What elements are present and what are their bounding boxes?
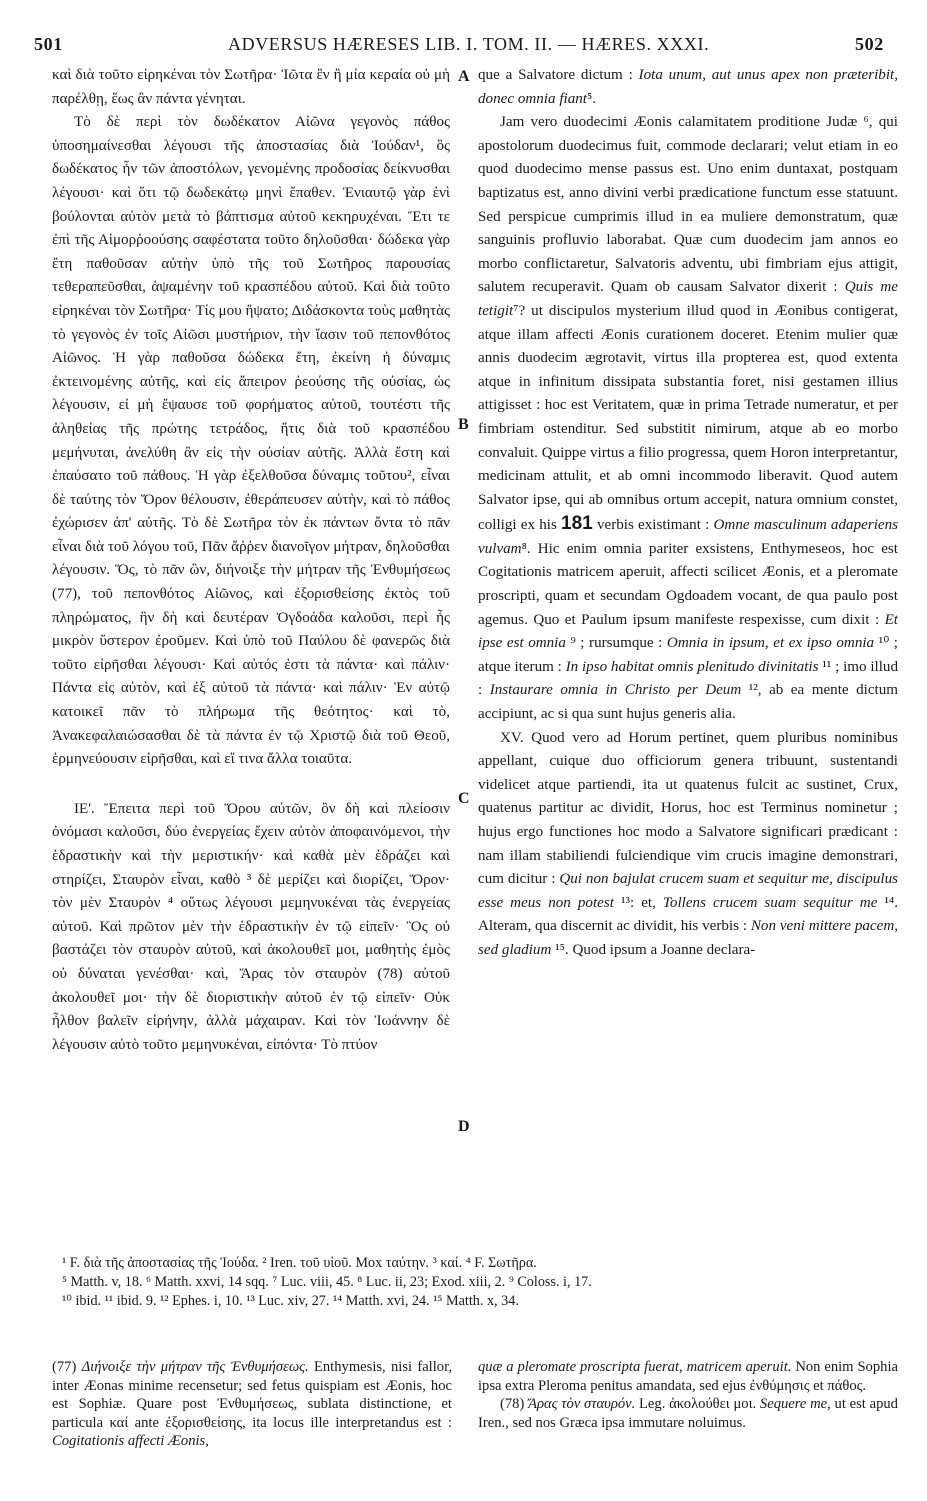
margin-marker-d: D	[458, 1118, 470, 1135]
latin-paragraph-2: Jam vero duodecimi Æonis calamitatem proditione Judæ ⁶, qui apostolorum duodecimus fuit, commode declarari; velut etiam in eo quod duodecimo mense passus est. Uno enim duntaxat, postquam baptizatus est, anno divini verbi prædicatione functum esse statuunt. Sed perspicue cumprimis illud in ea muliere demonstratum, quæ sanguinis profluvio laborabat. Quæ cum duodecim jam annos eo morbo conflictaretur, Salvatoris adventu, ubi fimbriam ejus attigit, salutem recuperavit. Quam ob causam Salvator dixerit : Quis me tetigit⁷? ut discipulos mysterium illud quod in Æonibus contigerat, atque illam affecti Æonis curationem doceret. Etenim mulier quæ annis duodecim ægrotavit, virtus illa propterea est, quod extenta atque in infinitum dissipata substantia foret, nisi gestamen illius attigisset : hoc est Veritatem, quæ in prima Tetrade numeratur, et per fimbriam ostenditur. Sed substitit nimirum, atque ab eo morbo convaluit. Quippe virtus a filio progressa, quem Horon interpretantur, medicinam attulit, et ab omni incommodo liberavit. Quod autem Salvator ipse, qui ab omnibus ortum accepit, natura omnium constet, colligi ex his 181 verbis existimant : Omne masculinum adaperiens vulvam⁸. Hic enim omnia pariter exsistens, Enthymeseos, hoc est Cogitationis matricem aperuit, affecti scilicet Æonis, et a pleromate proscripti, quam et secundam Ogdoadem vocant, de qua paulo post agemus. Quo et Paulum ipsum manifeste respexisse, cum dixit : Et ipse est omnia ⁹ ; rursumque : Omnia in ipsum, et ex ipso omnia ¹⁰ ; atque iterum : In ipso habitat omnis plenitudo divinitatis ¹¹ ; imo illud : Instaurare omnia in Christo per Deum ¹², ab ea mente dictum accipiunt, ac si qua sunt hujus generis alia.	[478, 114, 899, 723]
page-number-left: 501	[34, 34, 63, 54]
latin-text-column	[478, 64, 898, 963]
running-header	[0, 0, 927, 58]
page-number-right: 502	[855, 34, 884, 54]
editor-note-78: quæ a pleromate proscripta fuerat, matricem aperuit. Non enim Sophia ipsa extra Pleroma penitus amandata, sed ejus ἐνθύμησις et πάθος. (78) Ἄρας τὸν σταυρόν. Leg. ἀκολούθει μοι. Sequere me, ut est apud Iren., sed nos Græca ipsa immutare noluimus.	[478, 1359, 898, 1431]
margin-marker-b: B	[458, 416, 469, 433]
footnote-line-2: ⁵ Matth. v, 18. ⁶ Matth. xxvi, 14 sqq. ⁷ Luc. viii, 45. ⁸ Luc. ii, 23; Exod. xiii, 2. ⁹ Coloss. i, 17.	[62, 1274, 592, 1290]
footnote-line-1: ¹ F. διὰ τῆς ἀποστασίας τῆς Ἰούδα. ² Iren. τοῦ υἱοῦ. Mox ταύτην. ³ καί. ⁴ F. Σωτῆρα.	[62, 1255, 537, 1271]
margin-marker-c: C	[458, 790, 470, 807]
greek-paragraph-1: καὶ διὰ τοῦτο εἰρηκέναι τὸν Σωτῆρα· Ἰῶτα ἓν ἢ μία κεραία οὐ μὴ παρέλθῃ, ἕως ἂν πάντα γένηται.	[52, 67, 450, 107]
latin-paragraph-3: XV. Quod vero ad Horum pertinet, quem pluribus nominibus appellant, cuique duo officiorum genera tribuunt, sustentandi videlicet atque partiendi, ita ut quatenus fulcit ac sustinet, Crux, quatenus partitur ac dividit, Horus, hoc est Terminus nominetur ; hujus ergo functiones hoc modo a Salvatore significari prædicant : nam illam stabiliendi fulciendique vim crucis imagine demonstrari, cum dicitur : Qui non bajulat crucem suam et sequitur me, discipulus esse meus non potest ¹³: et, Tollens crucem suam sequitur me ¹⁴. Alteram, qua discernit ac dividit, his verbis : Non veni mittere pacem, sed gladium ¹⁵. Quod ipsum a Joanne declara-	[478, 729, 898, 958]
latin-paragraph-1: que a Salvatore dictum : Iota unum, aut unus apex non præteribit, donec omnia fiant⁵.	[478, 67, 898, 107]
footnotes	[62, 1254, 902, 1311]
column-number: 181	[561, 513, 593, 535]
greek-text-column	[52, 64, 450, 1057]
greek-paragraph-3: ΙΕ'. Ἔπειτα περὶ τοῦ Ὅρου αὐτῶν, ὃν δὴ καὶ πλείοσιν ὀνόμασι καλοῦσι, δύο ἐνεργείας ἔχειν αὐτὸν ἀποφαινόμενοι, τὴν ἑδραστικὴν καὶ τὴν μεριστικήν· καὶ καθὰ μὲν ἑδράζει καὶ στηρίζει, Σταυρὸν εἶναι, καθὸ ³ δὲ μερίζει καὶ διορίζει, Ὅρον· τὸν μὲν Σταυρὸν ⁴ οὕτως λέγουσι μεμηνυκέναι τὰς ἐνεργείας αὐτοῦ. Καὶ πρῶτον μὲν τὴν ἑδραστικὴν ἐν τῷ εἰπεῖν· Ὃς οὐ βαστάζει τὸν σταυρὸν αὐτοῦ, καὶ ἀκολουθεῖ μοι, μαθητὴς ἐμὸς οὐ δύναται γενέσθαι· καὶ, Ἄρας τὸν σταυρὸν (78) αὐτοῦ ἀκολουθεῖ μοι· τὴν δὲ διοριστικὴν αὐτοῦ ἐν τῷ εἰπεῖν· Οὐκ ἦλθον βαλεῖν εἰρήνην, ἀλλὰ μάχαιραν. Καὶ τὸν Ἰωάννην δὲ λέγουσιν αὐτὸ τοῦτο μεμηνυκέναι, εἰπόντα· Τὸ πτύον	[52, 800, 450, 1053]
greek-paragraph-2: Τὸ δὲ περὶ τὸν δωδέκατον Αἰῶνα γεγονὸς πάθος ὑποσημαίνεσθαι λέγουσι τῆς ἀποστασίας διὰ Ἰούδαν¹, ὃς δωδέκατος ἦν τῶν ἀποστόλων, γενομένης προδοσίας δείκνυσθαι λέγουσι· καὶ ὅτι τῷ δωδεκάτῳ μηνὶ ἔπαθεν. Ἐνιαυτῷ γὰρ ἑνὶ βούλονται αὐτὸν μετὰ τὸ βάπτισμα αὐτοῦ κεκηρυχέναι. Ἔτι τε ἐπὶ τῆς Αἱμορῥοούσης σαφέστατα τοῦτο δηλοῦσθαι· δώδεκα γὰρ ἔτη παθοῦσαν αὐτὴν ὑπὸ τῆς τοῦ Σωτῆρος παρουσίας τεθεραπεῦσθαι, ἁψαμένην τοῦ κρασπέδου αὐτοῦ. Καὶ διὰ τοῦτο εἰρηκέναι τὸν Σωτῆρα· Τίς μου ἥψατο; Διδάσκοντα τοὺς μαθητὰς τὸ γεγονὸς ἐν τοῖς Αἰῶσι μυστήριον, τὴν ἴασιν τοῦ πεπονθότος Αἰῶνος. Ἡ γὰρ παθοῦσα δώδεκα ἔτη, ἐκείνη ἡ δύναμις ἐκτεινομένης αὐτῆς, καὶ εἰς ἄπειρον ῥεούσης τῆς οὐσίας, ὡς λέγουσιν, εἰ μὴ ἔψαυσε τοῦ φορήματος αὐτοῦ, τουτέστι τῆς ἀληθείας τῆς πρώτης τετράδος, ἥτις διὰ τοῦ κρασπέδου μεμήνυται, ἀνελύθη ἂν εἰς τὴν οὐσίαν αὐτῆς. Ἀλλὰ ἔστη καὶ ἐπαύσατο τοῦ πάθους. Ἡ γὰρ ἐξελθοῦσα δύναμις τοῦτου², εἶναι δὲ ταύτης τὸν Ὅρον θέλουσιν, ἐθεράπευσεν αὐτὴν, καὶ τὸ πάθος ἐχώρισεν ἀπ' αὐτῆς. Τὸ δὲ Σωτῆρα τὸν ἐκ πάντων ὄντα τὸ πᾶν εἶναι διὰ τοῦ λόγου τοῦ, Πᾶν ἄῤῥεν διανοῖγον μήτραν, δηλοῦσθαι λέγουσιν. Ὅς, τὸ πᾶν ὢν, διήνοιξε τὴν μήτραν τῆς Ἐνθυμήσεως (77), τοῦ πεπονθότος Αἰῶνος, καὶ ἐξορισθείσης ἐκτὸς τοῦ πληρώματος, ἣν δὴ καὶ δευτέραν Ὀγδοάδα καλοῦσι, περὶ ἧς μικρὸν ὕστερον ἐροῦμεν. Καὶ ὑπὸ τοῦ Παύλου δὲ φανερῶς διὰ τοῦτο εἰρῆσθαι λέγουσι· Καὶ αὐτός ἐστι τὰ πάντα· καὶ πάλιν· Πάντα εἰς αὐτὸν, καὶ ἐξ αὐτοῦ τὰ πάντα· καὶ πάλιν· Ἐν αὐτῷ κατοικεῖ πᾶν τὸ πλήρωμα τῆς θεότητος· καὶ τὸ, Ἀνακεφαλαιώσασθαι δὲ τὰ πάντα ἐν τῷ Χριστῷ διὰ τοῦ Θεοῦ, ἑρμηνεύουσιν εἰρῆσθαι, καὶ εἴ τινα ἄλλα τοιαῦτα.	[52, 114, 450, 768]
running-title: ADVERSUS HÆRESES LIB. I. TOM. II. — HÆRES. XXXI.	[228, 34, 710, 54]
editor-note-77: (77) Διήνοιξε τὴν μήτραν τῆς Ἐνθυμήσεως. Enthymesis, nisi fallor, inter Æonas minime recensetur; sed fetus quispiam est Æonis, hoc est Sophiæ. Quare post Ἐνθυμήσεως, sublata distinctione, et particula καί ante ἐξορισθείσης, ita locus ille interpretandus est : Cogitationis affecti Æonis,	[52, 1359, 452, 1450]
margin-marker-a: A	[458, 68, 470, 85]
footnote-line-3: ¹⁰ ibid. ¹¹ ibid. 9. ¹² Ephes. i, 10. ¹³ Luc. xiv, 27. ¹⁴ Matth. xvi, 24. ¹⁵ Matth. x, 34.	[62, 1293, 519, 1309]
